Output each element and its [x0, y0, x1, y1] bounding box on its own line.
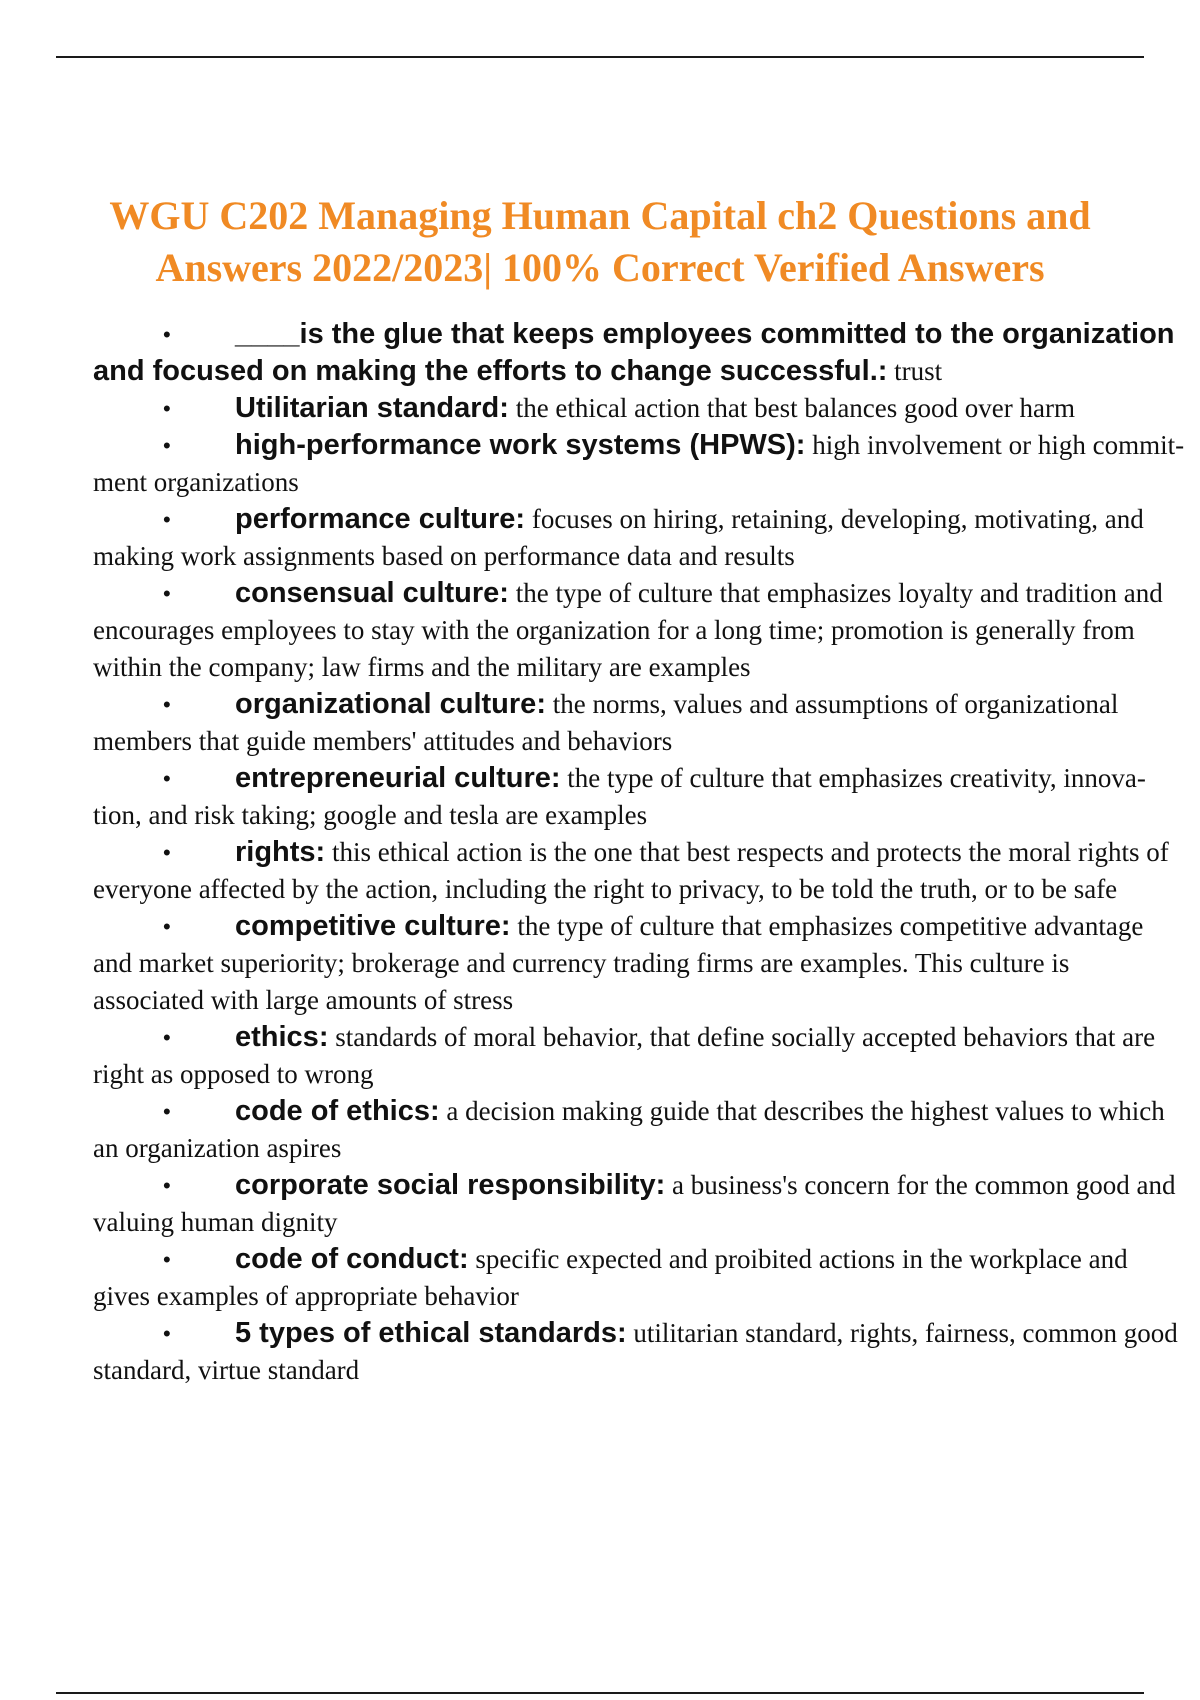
qa-term: corporate social responsibility:: [235, 1169, 666, 1201]
bullet-icon: •: [163, 507, 171, 532]
qa-definition: a business's concern for the common good and valuing human dignity: [93, 1170, 1176, 1237]
qa-item: [93, 501, 1185, 575]
qa-list: [93, 316, 1185, 1389]
top-rule: [56, 56, 1144, 58]
bullet-icon: •: [163, 1099, 171, 1124]
qa-item: [93, 427, 1185, 501]
qa-definition: standards of moral behavior, that define socially accepted behaviors that are right as opposed to wrong: [93, 1022, 1156, 1089]
qa-definition: trust: [894, 356, 943, 386]
bullet-icon: •: [163, 914, 171, 939]
qa-term: competitive culture:: [235, 910, 511, 942]
qa-definition: this ethical action is the one that best respects and protects the moral rights of everyone affected by the action, including the right to privacy, to be told the truth, or to be safe: [93, 837, 1169, 904]
bullet-icon: •: [163, 433, 171, 458]
qa-term: performance culture:: [235, 503, 526, 535]
qa-term: high-performance work systems (HPWS):: [235, 429, 806, 461]
bullet-icon: •: [163, 692, 171, 717]
qa-definition: the norms, values and assumptions of organizational members that guide members' attitudes and behaviors: [93, 689, 1119, 756]
bullet-icon: •: [163, 581, 171, 606]
bullet-icon: •: [163, 1247, 171, 1272]
qa-definition: utilitarian standard, rights, fairness, common good standard, virtue standard: [93, 1318, 1178, 1385]
qa-definition: the type of culture that emphasizes loyalty and tradition and encourages employees to stay with the organization for a long time; promotion is generally from within the company; law firms and the military are examples: [93, 578, 1163, 682]
bullet-icon: •: [163, 1025, 171, 1050]
qa-item: [93, 1093, 1185, 1167]
qa-term: Utilitarian standard:: [235, 392, 509, 424]
qa-item: [93, 686, 1185, 760]
qa-definition: a decision making guide that describes the highest values to which an organization aspires: [93, 1096, 1165, 1163]
qa-definition: the type of culture that emphasizes competitive advantage and market superiority; brokerage and currency trading firms are examples. This culture is associated with large amounts of stress: [93, 911, 1144, 1015]
qa-term: organizational culture:: [235, 688, 546, 720]
qa-term: entrepreneurial culture:: [235, 762, 561, 794]
bullet-icon: •: [163, 322, 171, 347]
bullet-icon: •: [163, 1173, 171, 1198]
qa-term: code of conduct:: [235, 1243, 469, 1275]
qa-term: rights:: [235, 836, 326, 868]
qa-item: [93, 1241, 1185, 1315]
bullet-icon: •: [163, 396, 171, 421]
qa-item: [93, 760, 1185, 834]
qa-item: [93, 1315, 1185, 1389]
qa-definition: focuses on hiring, retaining, developing, motivating, and making work assignments based on performance data and results: [93, 504, 1144, 571]
qa-item: [93, 1167, 1185, 1241]
bottom-rule: [56, 1692, 1144, 1694]
qa-item: [93, 834, 1185, 908]
qa-item: [93, 390, 1185, 427]
document-title: WGU C202 Managing Human Capital ch2 Questions and Answers 2022/2023| 100% Correct Verified Answers: [109, 193, 1091, 290]
qa-item: [93, 316, 1185, 390]
qa-term: ethics:: [235, 1021, 329, 1053]
qa-definition: specific expected and proibited actions in the workplace and gives examples of appropriate behavior: [93, 1244, 1128, 1311]
qa-term: 5 types of ethical standards:: [235, 1317, 627, 1349]
qa-definition: the ethical action that best balances good over harm: [515, 393, 1075, 423]
qa-item: [93, 575, 1185, 686]
qa-term: code of ethics:: [235, 1095, 440, 1127]
qa-definition: the type of culture that emphasizes creativity, innova- tion, and risk taking; google and tesla are examples: [93, 763, 1146, 830]
qa-term: consensual culture:: [235, 577, 509, 609]
bullet-icon: •: [163, 840, 171, 865]
qa-term: ____is the glue that keeps employees committed to the organization and focused on making the efforts to change successful.:: [93, 318, 1175, 387]
bullet-icon: •: [163, 766, 171, 791]
bullet-icon: •: [163, 1321, 171, 1346]
qa-definition: high involvement or high commit- ment organizations: [93, 430, 1185, 497]
qa-item: [93, 908, 1185, 1019]
qa-item: [93, 1019, 1185, 1093]
